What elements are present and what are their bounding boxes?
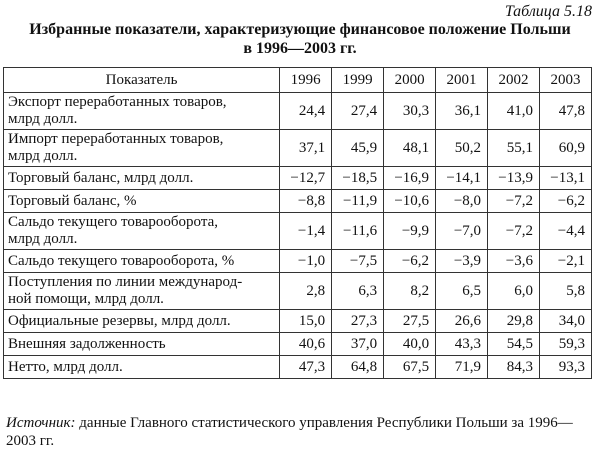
row-value: 27,3 — [332, 310, 384, 333]
header-year-2000: 2000 — [384, 68, 436, 93]
row-value: 40,0 — [384, 333, 436, 356]
row-value: −1,4 — [280, 213, 332, 250]
row-label: Нетто, млрд долл. — [4, 356, 280, 379]
row-value: −7,5 — [332, 250, 384, 273]
row-value: 93,3 — [540, 356, 592, 379]
row-value: 36,1 — [436, 93, 488, 130]
row-value: 30,3 — [384, 93, 436, 130]
row-value: −1,0 — [280, 250, 332, 273]
row-value: 37,0 — [332, 333, 384, 356]
row-value: −11,6 — [332, 213, 384, 250]
row-value: 67,5 — [384, 356, 436, 379]
row-label: Импорт переработанных товаров, млрд долл. — [4, 130, 280, 167]
row-value: 24,4 — [280, 93, 332, 130]
header-year-1996: 1996 — [280, 68, 332, 93]
table-row — [4, 356, 592, 379]
row-value: −18,5 — [332, 167, 384, 190]
row-value: −3,6 — [488, 250, 540, 273]
row-value: −9,9 — [384, 213, 436, 250]
source-text: данные Главного статистического управления Республики Польши за 1996—2003 гг. — [6, 415, 573, 449]
row-value: 6,0 — [488, 273, 540, 310]
row-value: −6,2 — [384, 250, 436, 273]
table-row — [4, 93, 592, 130]
row-value: 6,3 — [332, 273, 384, 310]
row-value: 41,0 — [488, 93, 540, 130]
row-value: 59,3 — [540, 333, 592, 356]
row-value: 34,0 — [540, 310, 592, 333]
table-row — [4, 213, 592, 250]
row-value: 84,3 — [488, 356, 540, 379]
row-value: 27,5 — [384, 310, 436, 333]
table-header-row — [4, 68, 592, 93]
source-label: Источник: — [6, 415, 76, 431]
row-label: Официальные резервы, млрд долл. — [4, 310, 280, 333]
row-value: −7,2 — [488, 190, 540, 213]
row-value: 8,2 — [384, 273, 436, 310]
source-note — [6, 414, 594, 450]
row-value: −13,1 — [540, 167, 592, 190]
row-value: 45,9 — [332, 130, 384, 167]
table-row — [4, 167, 592, 190]
header-year-1999: 1999 — [332, 68, 384, 93]
row-value: 15,0 — [280, 310, 332, 333]
row-value: 2,8 — [280, 273, 332, 310]
table-row — [4, 130, 592, 167]
row-label: Торговый баланс, млрд долл. — [4, 167, 280, 190]
row-label: Сальдо текущего товарооборота, % — [4, 250, 280, 273]
row-label: Сальдо текущего товарооборота, млрд долл. — [4, 213, 280, 250]
row-label: Экспорт переработанных товаров, млрд долл. — [4, 93, 280, 130]
row-value: 29,8 — [488, 310, 540, 333]
table-number: Таблица 5.18 — [504, 3, 592, 20]
row-value: −4,4 — [540, 213, 592, 250]
row-label: Внешняя задолженность — [4, 333, 280, 356]
row-value: 43,3 — [436, 333, 488, 356]
table-row — [4, 273, 592, 310]
row-value: −8,8 — [280, 190, 332, 213]
header-indicator: Показатель — [4, 68, 280, 93]
row-value: −16,9 — [384, 167, 436, 190]
row-value: −12,7 — [280, 167, 332, 190]
row-label: Торговый баланс, % — [4, 190, 280, 213]
row-value: 55,1 — [488, 130, 540, 167]
row-value: 71,9 — [436, 356, 488, 379]
row-value: 37,1 — [280, 130, 332, 167]
row-value: 27,4 — [332, 93, 384, 130]
table-title-line-1: Избранные показатели, характеризующие финансовое положение Польши — [29, 21, 571, 38]
row-value: 48,1 — [384, 130, 436, 167]
row-value: −13,9 — [488, 167, 540, 190]
row-value: −11,9 — [332, 190, 384, 213]
header-year-2001: 2001 — [436, 68, 488, 93]
row-value: −7,0 — [436, 213, 488, 250]
row-value: 47,8 — [540, 93, 592, 130]
table-row — [4, 190, 592, 213]
row-value: 50,2 — [436, 130, 488, 167]
row-value: −7,2 — [488, 213, 540, 250]
row-value: −14,1 — [436, 167, 488, 190]
table-row — [4, 250, 592, 273]
header-year-2002: 2002 — [488, 68, 540, 93]
table-title-line-2: в 1996—2003 гг. — [243, 40, 357, 57]
financial-indicators-table — [3, 67, 592, 379]
row-value: 60,9 — [540, 130, 592, 167]
row-value: −8,0 — [436, 190, 488, 213]
row-value: 54,5 — [488, 333, 540, 356]
row-value: 64,8 — [332, 356, 384, 379]
header-year-2003: 2003 — [540, 68, 592, 93]
row-label: Поступления по линии международ- ной помощи, млрд долл. — [4, 273, 280, 310]
row-value: −2,1 — [540, 250, 592, 273]
row-value: 5,8 — [540, 273, 592, 310]
table-row — [4, 310, 592, 333]
row-value: 47,3 — [280, 356, 332, 379]
row-value: −3,9 — [436, 250, 488, 273]
row-value: 26,6 — [436, 310, 488, 333]
table-row — [4, 333, 592, 356]
row-value: −10,6 — [384, 190, 436, 213]
row-value: 40,6 — [280, 333, 332, 356]
row-value: 6,5 — [436, 273, 488, 310]
row-value: −6,2 — [540, 190, 592, 213]
table-title — [0, 20, 600, 58]
